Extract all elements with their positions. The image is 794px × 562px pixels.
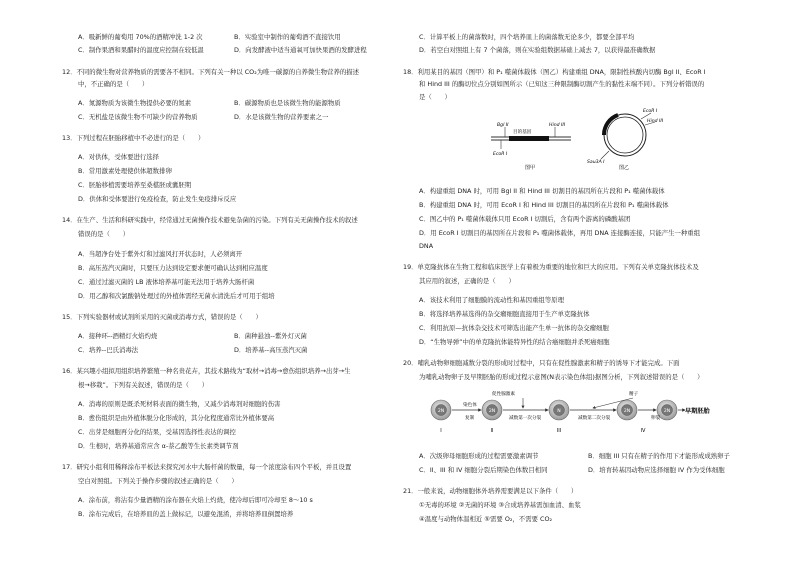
fig-a-hind-label: Hind III: [549, 123, 566, 128]
q15-option-b: B．菌种悬浊--紫外灯灭菌: [234, 332, 307, 340]
fig20-cell-label: N: [557, 409, 561, 414]
q17-stem-cont: 空白对照组。下列关于操作步骤的叙述正确的是（ ）: [78, 477, 238, 485]
q18-stem: 18．利用某目的基因（图甲）和 P₁ 噬菌体载体（图乙）构建重组 DNA，限制性核酸内切酶 Bgl II、EcoR I: [403, 68, 706, 76]
fig20-cell-label: 2N: [437, 409, 445, 414]
fig20-meiosis1-label: 减数第一次分裂: [509, 416, 542, 421]
q20-option-c: C．II、III 和 IV 细胞分裂后期染色体数目相同: [419, 466, 548, 474]
fig20-meiosis2-label: 减数第二次分裂: [578, 416, 611, 421]
q18-figure: [483, 103, 673, 175]
q12-stem-cont: 中，不正确的是（ ）: [78, 80, 149, 88]
q14-stem-cont: 错误的是（ ）: [78, 230, 130, 238]
q20-option-b: B．细胞 III 只有在精子的作用下才能形成成熟卵子: [588, 452, 730, 460]
q13-stem: 13．下列过程在胚胎移植中不必进行的是（ ）: [62, 134, 205, 142]
fig20-roman-label: II: [490, 428, 494, 434]
q15-option-d: D．培养基--高压蒸汽灭菌: [234, 346, 308, 354]
q15-stem: 15．下列实验器材或试剂所采用的灭菌或消毒方式，错误的是（ ）: [62, 313, 262, 321]
q13-option-c: C．胚胎移植需要培养至桑椹胚或囊胚期: [78, 181, 192, 189]
q19-stem: 19．单克隆抗体在生物工程和临床医学上有着极为重要的地位和巨大的应用。下列有关单克隆抗体技术及: [403, 263, 699, 271]
q19-option-d: D．“生物导弹”中的单克隆抗体能特异性的结合癌细胞并杀死癌细胞: [419, 338, 610, 346]
fig20-chromosome-label: 染色体: [463, 403, 477, 408]
q13-option-b: B．常用激素处理使供体超数排卵: [78, 167, 172, 175]
fig20-cleave-label: 卵裂: [651, 416, 661, 421]
q17-option-d: D．若空白对照组上有 7 个菌落，则在实验组数据基础上减去 7，以获得最准确数据: [419, 46, 656, 54]
q21-stem: 21．一般来说，动物细胞体外培养需要满足以下条件（ ）: [403, 487, 578, 495]
fig-a-bgl-label: Bgl II: [497, 123, 509, 128]
q19-option-b: B．将选择培养基选得的杂交瘤细胞直接用于生产单克隆抗体: [419, 310, 590, 318]
fig20-cell-label: 2N: [623, 409, 631, 414]
q11-option-a: A．吸新鲜的葡萄用 70%的酒精冲洗 1-2 次: [78, 33, 203, 41]
q17-option-a: A．涂布前，将沾有少量酒精的涂布器在火焰上灼烧，使冷却后即可冷却至 8～10 s: [78, 496, 313, 504]
q16-option-d: D．生根时，培养基通常应含 α-萘乙酸等生长素类调节剂: [78, 442, 239, 450]
q17-stem: 17．研究小组利用稀释涂布平板法来探究河水中大肠杆菌的数量，每一个浓度涂布四个平板，并且设置: [62, 463, 352, 471]
fig-b-caption: 图乙: [619, 165, 630, 171]
fig20-hormone-label: 促性腺激素: [492, 392, 515, 397]
q14-option-b: B．高压蒸汽灭菌时，只要压力达到设定要求便可确认达到相应温度: [78, 264, 268, 272]
q20-figure: [423, 386, 733, 442]
q20-stem-cont: 为哺乳动物卵子及早期胚胎的形成过程示意图(N表示染色体组)据图分析，下列叙述错误的是（ ）: [419, 373, 704, 381]
q12-option-d: D．水是该微生物的营养要素之一: [234, 113, 329, 121]
q16-stem-cont: 根→移栽”。下列有关叙述，错误的是（ ）: [78, 381, 209, 389]
q16-option-b: B．愈伤组织是由外植体脱分化形成的，其分化程度通常比外植体要高: [78, 414, 275, 422]
fig20-roman-label: IV: [640, 428, 646, 434]
q18-option-a: A．构建重组 DNA 时，可用 Bgl II 和 Hind III 切割目的基因所在片段和 P₁ 噬菌体载体: [419, 187, 665, 195]
q20-option-d: D．培育转基因动物应选择细胞 IV 作为受体细胞: [588, 466, 725, 474]
q12-option-a: A．氮源物质为该微生物提供必要的氮素: [78, 99, 192, 107]
q18-option-b: B．构建重组 DNA 时，可用 EcoR I 和 Hind III 切割目的基因所在片段和 P₁ 噬菌体载体: [419, 201, 669, 209]
fig20-roman-label: I: [440, 428, 442, 434]
target-gene-segment: [509, 136, 549, 141]
fig-a-gene-label: 目的基因: [513, 130, 532, 135]
fig-b-ecor-label: EcoR I: [643, 109, 658, 114]
q14-stem: 14．在生产、生活和科研实践中，经常通过无菌操作技术避免杂菌的污染。下列有关无菌操作技术的叙述: [62, 216, 358, 224]
q15-option-c: C．培养--巴氏消毒法: [78, 346, 139, 354]
q18-option-d: D．用 EcoR I 切割目的基因所在片段和 P₁ 噬菌体载体，再用 DNA 连接酶连接，只能产生一种重组: [419, 229, 701, 237]
q16-option-a: A．消毒的原则是既杀死材料表面的微生物，又减少消毒剂对细胞的伤害: [78, 400, 281, 408]
q19-option-c: C．利用抗原—抗体杂交技术可筛选出能产生单一抗体的杂交瘤细胞: [419, 324, 609, 332]
q13-option-a: A．对供体，受体要进行选择: [78, 153, 160, 161]
fig-b-hind-label: Hind III: [647, 119, 664, 124]
q12-option-c: C．无机盐是该微生物不可缺少的营养物质: [78, 113, 198, 121]
q20-option-a: A．次级卵母细胞形成的过程需要激素调节: [419, 452, 539, 460]
fig-a-caption: 图甲: [525, 165, 536, 171]
q18-stem-cont: 和 Hind III 的酶切位点分别如图所示（已知这三种限制酶切割产生的黏性末端不同）。下列分析错误的: [419, 80, 705, 88]
q14-option-c: C．通过过滤灭菌的 LB 液体培养基可能无法用于培养大肠杆菌: [78, 278, 255, 286]
q15-option-a: A．接种环--酒精灯火焰灼烧: [78, 332, 158, 340]
q19-option-a: A．该技术利用了细胞膜的流动性和基因重组等原理: [419, 296, 564, 304]
left-column: [62, 0, 376, 562]
q16-option-c: C．出芽是细胞再分化的结果，受基因选择性表达的调控: [78, 428, 236, 436]
fig-a-ecor-label: EcoR I: [493, 152, 508, 157]
fig20-cell-label: 2N: [663, 409, 671, 414]
q14-option-d: D．用乙醇和次氯酸钠处理过的外植体需经无菌水清洗后才可用于组培: [78, 292, 275, 300]
q11-option-c: C．制作果酒和果醋时的温度应控制在较低温: [78, 46, 204, 54]
fig20-cell-label: 2N: [488, 409, 496, 414]
q18-option-c: C．图乙中的 P₁ 噬菌体载体只用 EcoR I 切割后，含有两个游离的磷酸基团: [419, 215, 631, 223]
q20-stem: 20．哺乳动物卵细胞减数分裂的形成时过程中，只有在促性腺激素和精子的诱导下才能完成。下面: [403, 359, 680, 367]
fig-b-sau-label: Sau3A I: [587, 160, 605, 165]
q11-option-b: B．实验室中制作的葡萄酒不直接饮用: [234, 33, 341, 41]
fig20-replicate-label: 复制: [465, 416, 475, 421]
q14-option-a: A．当超净台处于紫外灯和过滤风打开状态时，人必须离开: [78, 250, 243, 258]
q16-stem: 16．某兴趣小组拟用组织培养繁殖一种名贵花卉，其技术路线为“取材→消毒→愈伤组织培养→出芽→生: [62, 367, 351, 375]
q13-option-d: D．供体和受体要进行免疫检查，防止发生免疫排斥反应: [78, 195, 237, 203]
q11-option-d: D．向发酵液中适当通氧可加快果酒的发酵进程: [234, 46, 367, 54]
q12-stem: 12．不同的微生物对营养物质的需要各不相同。下列有关一种以 CO₂为唯一碳源的自养微生物营养的描述: [62, 68, 360, 76]
q19-stem-cont: 其应用的叙述，正确的是（ ）: [419, 277, 515, 285]
q17-option-c: C．计算平板上的菌落数时，四个培养皿上的菌落数无论多少，都要全部平均: [419, 33, 635, 41]
q21-line1: ①无毒的环境 ②无菌的环境 ③合成培养基需加血清、血浆: [419, 501, 581, 509]
q18-stem-cont2: 是（ ）: [419, 93, 451, 101]
fig20-roman-label: III: [556, 428, 562, 434]
right-column: [403, 0, 733, 562]
q18-option-d-cont: DNA: [419, 242, 434, 250]
fig20-embryo-label: 早期胚胎: [685, 408, 710, 415]
fig20-sperm-label: 精子: [629, 392, 639, 397]
q17-option-b: B．涂布完成后，在培养皿的盖上做标记，以避免混淆，并将培养皿倒置培养: [78, 510, 294, 518]
q12-option-b: B．碳源物质也是该微生物的能源物质: [234, 99, 341, 107]
q21-line2: ④温度与动物体温相近 ⑤需要 O₂，不需要 CO₂: [419, 515, 553, 523]
